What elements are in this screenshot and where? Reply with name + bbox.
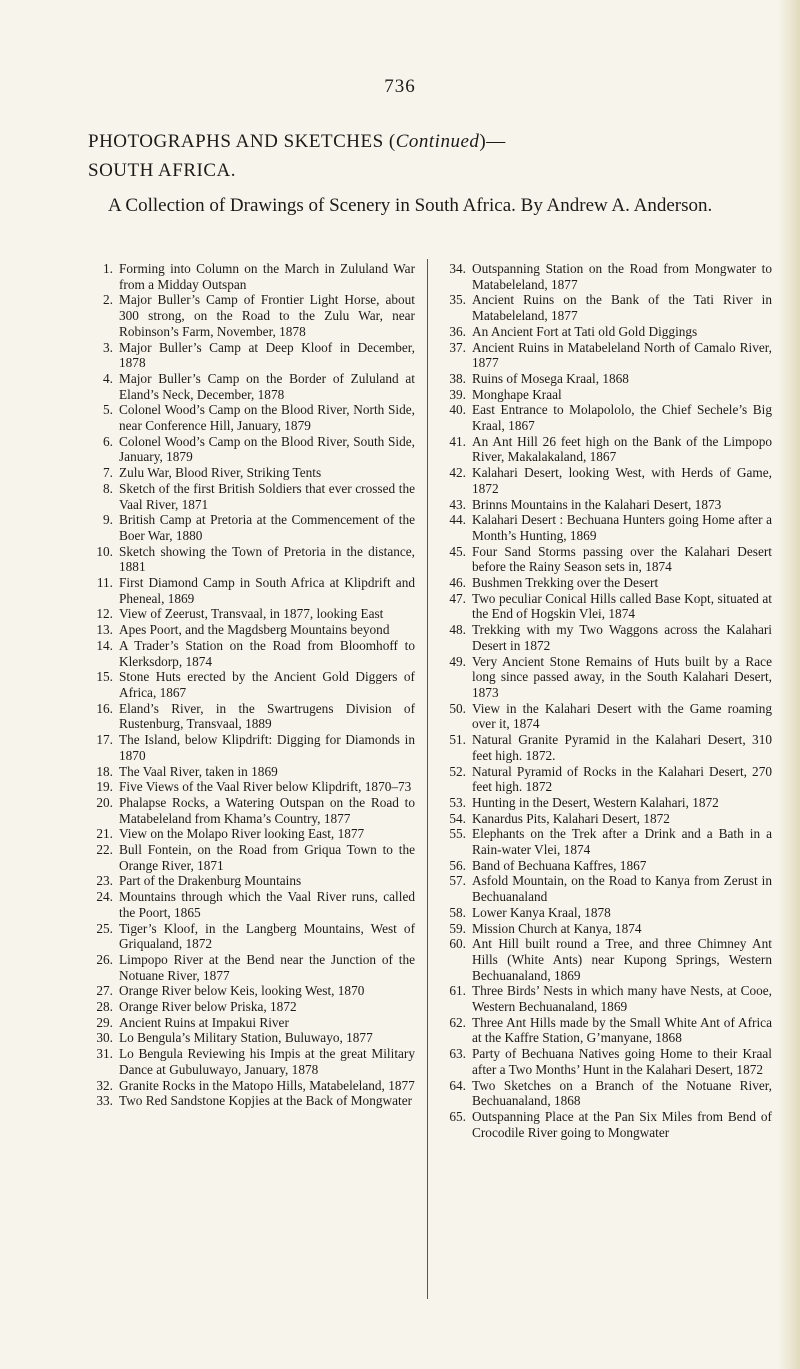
catalog-entry — [440, 622, 772, 653]
entry-text: Two Red Sandstone Kopjies at the Back of Mongwater — [119, 1093, 413, 1109]
entry-number: 2. — [103, 292, 113, 308]
entry-text: The Vaal River, taken in 1869 — [119, 763, 278, 779]
entry-text: Lo Bengula Reviewing his Impis at the great Military Dance at Gubuluwayo, January, 1878 — [119, 1046, 415, 1077]
catalog-entry — [87, 669, 415, 700]
entry-number: 13. — [96, 622, 113, 638]
catalog-entry — [87, 606, 415, 622]
entry-number: 47. — [449, 590, 466, 606]
catalog-entry — [87, 842, 415, 873]
catalog-entry — [87, 795, 415, 826]
entry-text: Two peculiar Conical Hills called Base Kopt, situated at the End of Hogskin Vlei, 1874 — [472, 590, 772, 622]
entry-text: Elephants on the Trek after a Drink and a Bath in a Rain-water Vlei, 1874 — [472, 826, 772, 858]
entry-number: 30. — [96, 1030, 113, 1046]
catalog-entry — [440, 811, 772, 827]
catalog-entry — [87, 1046, 415, 1077]
entry-text: Natural Granite Pyramid in the Kalahari Desert, 310 feet high. 1872. — [472, 732, 772, 763]
page-number: 736 — [384, 76, 416, 97]
entry-text: Phalapse Rocks, a Watering Outspan on the Road to Matabeleland from Khama’s Country, 1877 — [119, 794, 415, 826]
catalog-entry — [87, 889, 415, 920]
entry-text: Apes Poort, and the Magdsberg Mountains beyond — [119, 622, 390, 638]
entry-text: Natural Pyramid of Rocks in the Kalahari Desert, 270 feet high. 1872 — [472, 763, 772, 795]
right-column-list — [440, 261, 772, 1140]
entry-number: 46. — [449, 575, 466, 591]
entry-number: 63. — [449, 1046, 466, 1062]
catalog-entry — [440, 512, 772, 543]
catalog-entry — [440, 764, 772, 795]
entry-text: Ant Hill built round a Tree, and three Chimney Ant Hills (White Ants) near Kupong Springs, Western Bechuanaland, 1869 — [472, 936, 772, 983]
catalog-entry — [440, 292, 772, 323]
page-edge-shadow — [778, 0, 800, 1369]
entry-text: Ancient Ruins at Impakui River — [119, 1014, 289, 1030]
entry-text: Band of Bechuana Kaffres, 1867 — [472, 857, 647, 873]
entry-number: 33. — [96, 1093, 113, 1109]
entry-number: 23. — [96, 873, 113, 889]
entry-text: A Trader’s Station on the Road from Bloomhoff to Klerksdorp, 1874 — [119, 637, 415, 669]
catalog-entry — [87, 575, 415, 606]
entry-number: 32. — [96, 1077, 113, 1093]
catalog-entry — [440, 905, 772, 921]
entry-text: Lower Kanya Kraal, 1878 — [472, 904, 611, 920]
catalog-entry — [87, 1015, 415, 1031]
entry-number: 4. — [103, 370, 113, 386]
entry-number: 61. — [449, 983, 466, 999]
catalog-entry — [440, 434, 772, 465]
entry-text: Outspanning Station on the Road from Mongwater to Matabeleland, 1877 — [472, 261, 772, 292]
entry-number: 48. — [449, 622, 466, 638]
entry-text: Major Buller’s Camp at Deep Kloof in December, 1878 — [119, 339, 415, 371]
entry-number: 51. — [449, 732, 466, 748]
continued-label: Continued — [395, 131, 480, 152]
entry-number: 24. — [96, 889, 113, 905]
entry-number: 35. — [449, 292, 466, 308]
entry-text: Ruins of Mosega Kraal, 1868 — [472, 370, 629, 386]
entry-text: Brinns Mountains in the Kalahari Desert, 1873 — [472, 496, 722, 512]
entry-number: 26. — [96, 951, 113, 967]
section-title-continued: (Continued) — [388, 131, 487, 152]
catalog-entry — [87, 622, 415, 638]
catalog-entry — [87, 873, 415, 889]
entry-number: 39. — [449, 386, 466, 402]
entry-text: Stone Huts erected by the Ancient Gold Diggers of Africa, 1867 — [119, 669, 415, 700]
entry-text: An Ancient Fort at Tati old Gold Diggings — [472, 323, 698, 339]
catalog-entry — [440, 921, 772, 937]
catalog-entry — [440, 1109, 772, 1140]
entry-text: Forming into Column on the March in Zululand War from a Midday Outspan — [119, 261, 415, 292]
entry-number: 31. — [96, 1046, 113, 1062]
catalog-entry — [87, 952, 415, 983]
entry-number: 44. — [449, 512, 466, 528]
section-title — [88, 131, 506, 153]
catalog-entry — [440, 1078, 772, 1109]
entry-number: 20. — [96, 794, 113, 810]
catalog-entry — [440, 324, 772, 340]
entry-number: 11. — [96, 575, 113, 591]
catalog-entry — [87, 779, 415, 795]
catalog-entry — [440, 465, 772, 496]
entry-number: 3. — [103, 339, 113, 355]
catalog-entry — [440, 261, 772, 292]
entry-number: 37. — [449, 339, 466, 355]
entry-text: View of Zeerust, Transvaal, in 1877, looking East — [119, 606, 384, 622]
catalog-entry — [87, 340, 415, 371]
catalog-entry — [87, 732, 415, 763]
section-subtitle: SOUTH AFRICA. — [88, 160, 236, 181]
entry-text: Four Sand Storms passing over the Kalahari Desert before the Rainy Season sets in, 1874 — [472, 543, 772, 575]
catalog-entry — [87, 481, 415, 512]
entry-number: 40. — [449, 402, 466, 418]
section-title-text: PHOTOGRAPHS AND SKETCHES — [88, 131, 384, 152]
entry-number: 27. — [96, 983, 113, 999]
entry-number: 58. — [449, 904, 466, 920]
entry-text: Party of Bechuana Natives going Home to their Kraal after a Two Months’ Hunt in the Kalahari Desert, 1872 — [472, 1046, 772, 1077]
entry-number: 43. — [449, 496, 466, 512]
entry-text: Part of the Drakenburg Mountains — [119, 873, 302, 889]
entry-number: 54. — [449, 810, 466, 826]
entry-number: 49. — [449, 653, 466, 669]
catalog-entry — [87, 999, 415, 1015]
entry-number: 42. — [449, 465, 466, 481]
catalog-entry — [440, 1046, 772, 1077]
catalog-entry — [440, 983, 772, 1014]
entry-number: 14. — [96, 637, 113, 653]
entry-number: 45. — [449, 543, 466, 559]
entry-text: Three Ant Hills made by the Small White Ant of Africa at the Kaffre Station, G’manyane, 1868 — [472, 1014, 772, 1046]
entry-text: Zulu War, Blood River, Striking Tents — [119, 465, 322, 481]
entry-number: 12. — [96, 606, 113, 622]
entry-text: Mountains through which the Vaal River runs, called the Poort, 1865 — [119, 889, 415, 920]
entry-number: 64. — [449, 1077, 466, 1093]
entry-number: 6. — [103, 433, 113, 449]
catalog-entry — [87, 261, 415, 292]
catalog-entry — [87, 921, 415, 952]
catalog-entry — [440, 402, 772, 433]
catalog-entry — [87, 512, 415, 543]
catalog-entry — [87, 402, 415, 433]
entry-number: 62. — [449, 1014, 466, 1030]
catalog-entry — [440, 1015, 772, 1046]
entry-number: 22. — [96, 842, 113, 858]
entry-text: Sketch showing the Town of Pretoria in the distance, 1881 — [119, 543, 415, 575]
left-column-list — [87, 261, 415, 1109]
entry-number: 53. — [449, 794, 466, 810]
catalog-entry — [440, 654, 772, 701]
section-title-dash: — — [486, 131, 506, 152]
catalog-entry — [87, 465, 415, 481]
entry-number: 25. — [96, 920, 113, 936]
entry-text: First Diamond Camp in South Africa at Klipdrift and Pheneal, 1869 — [119, 575, 415, 606]
entry-number: 65. — [449, 1108, 466, 1124]
entry-text: Colonel Wood’s Camp on the Blood River, North Side, near Conference Hill, January, 1879 — [119, 402, 415, 434]
entry-text: Kalahari Desert, looking West, with Herds of Game, 1872 — [472, 465, 772, 496]
catalog-entry — [87, 983, 415, 999]
entry-text: The Island, below Klipdrift: Digging for Diamonds in 1870 — [119, 732, 415, 763]
entry-number: 57. — [449, 873, 466, 889]
catalog-entry — [440, 701, 772, 732]
entry-text: Bull Fontein, on the Road from Griqua Town to the Orange River, 1871 — [119, 842, 415, 873]
entry-text: Outspanning Place at the Pan Six Miles from Bend of Crocodile River going to Mongwater — [472, 1108, 772, 1140]
entry-text: Sketch of the first British Soldiers that ever crossed the Vaal River, 1871 — [119, 480, 415, 512]
catalog-entry — [87, 434, 415, 465]
entry-number: 1. — [103, 261, 113, 276]
entry-text: Ancient Ruins on the Bank of the Tati River in Matabeleland, 1877 — [472, 292, 772, 324]
catalog-entry — [87, 1030, 415, 1046]
entry-text: Very Ancient Stone Remains of Huts built by a Race long since passed away, in the South Kalahari Desert, 1873 — [472, 653, 772, 700]
entry-text: Eland’s River, in the Swartrugens Division of Rustenburg, Transvaal, 1889 — [119, 700, 415, 732]
entry-number: 59. — [449, 920, 466, 936]
entry-number: 21. — [96, 826, 113, 842]
catalog-entry — [440, 387, 772, 403]
entry-text: Orange River below Keis, looking West, 1870 — [119, 983, 365, 999]
entry-number: 60. — [449, 936, 466, 952]
entry-number: 28. — [96, 999, 113, 1015]
entry-number: 56. — [449, 857, 466, 873]
entry-number: 34. — [449, 261, 466, 276]
catalog-entry — [440, 732, 772, 763]
entry-number: 9. — [103, 512, 113, 528]
catalog-entry — [87, 826, 415, 842]
entry-number: 15. — [96, 669, 113, 685]
catalog-entry — [440, 858, 772, 874]
catalog-entry — [440, 591, 772, 622]
entry-text: Kalahari Desert : Bechuana Hunters going Home after a Month’s Hunting, 1869 — [472, 512, 772, 543]
catalog-entry — [87, 764, 415, 780]
entry-text: View on the Molapo River looking East, 1877 — [119, 826, 365, 842]
entry-text: Three Birds’ Nests in which many have Nests, at Cooe, Western Bechuanaland, 1869 — [472, 983, 772, 1015]
entry-text: Bushmen Trekking over the Desert — [472, 575, 659, 591]
catalog-entry — [87, 544, 415, 575]
catalog-entry — [87, 638, 415, 669]
catalog-entry — [440, 826, 772, 857]
entry-text: Hunting in the Desert, Western Kalahari, 1872 — [472, 794, 719, 810]
entry-number: 10. — [96, 543, 113, 559]
catalog-entry — [87, 1093, 415, 1109]
entry-text: Mission Church at Kanya, 1874 — [472, 920, 642, 936]
entry-text: Asfold Mountain, on the Road to Kanya from Zerust in Bechuanaland — [472, 873, 772, 905]
entry-number: 8. — [103, 480, 113, 496]
catalog-entry — [440, 371, 772, 387]
entry-text: Ancient Ruins in Matabeleland North of Camalo River, 1877 — [472, 339, 772, 371]
entry-text: Tiger’s Kloof, in the Langberg Mountains, West of Griqualand, 1872 — [119, 920, 415, 952]
entry-number: 7. — [103, 465, 113, 481]
entry-number: 55. — [449, 826, 466, 842]
entry-text: Monghape Kraal — [472, 386, 562, 402]
entry-number: 41. — [449, 433, 466, 449]
catalog-entry — [440, 575, 772, 591]
entry-number: 19. — [96, 779, 113, 795]
entry-number: 17. — [96, 732, 113, 748]
column-divider — [427, 259, 428, 1299]
entry-number: 5. — [103, 402, 113, 418]
catalog-entry — [440, 340, 772, 371]
entry-text: Limpopo River at the Bend near the Junction of the Notuane River, 1877 — [119, 951, 415, 983]
catalog-entry — [440, 795, 772, 811]
entry-text: An Ant Hill 26 feet high on the Bank of the Limpopo River, Makalakaland, 1867 — [472, 433, 772, 465]
entry-text: Kanardus Pits, Kalahari Desert, 1872 — [472, 810, 670, 826]
entry-text: Major Buller’s Camp on the Border of Zululand at Eland’s Neck, December, 1878 — [119, 370, 415, 402]
entry-text: Colonel Wood’s Camp on the Blood River, South Side, January, 1879 — [119, 433, 415, 465]
entry-text: Major Buller’s Camp of Frontier Light Horse, about 300 strong, on the Road to the Zulu War, near Robinson’s Farm, November, 1878 — [119, 292, 415, 339]
entry-text: View in the Kalahari Desert with the Game roaming over it, 1874 — [472, 700, 772, 732]
entry-number: 52. — [449, 763, 466, 779]
catalog-entry — [440, 544, 772, 575]
entry-number: 18. — [96, 763, 113, 779]
entry-number: 29. — [96, 1014, 113, 1030]
catalog-entry — [87, 1078, 415, 1094]
collection-title: A Collection of Drawings of Scenery in South Africa. By Andrew A. Anderson. — [108, 195, 713, 216]
entry-number: 50. — [449, 700, 466, 716]
catalog-entry — [87, 701, 415, 732]
entry-text: Five Views of the Vaal River below Klipdrift, 1870–73 — [119, 779, 412, 795]
catalog-entry — [440, 873, 772, 904]
entry-text: East Entrance to Molapololo, the Chief Sechele’s Big Kraal, 1867 — [472, 402, 772, 434]
entry-text: British Camp at Pretoria at the Commencement of the Boer War, 1880 — [119, 512, 415, 543]
catalog-entry — [440, 497, 772, 513]
catalog-entry — [87, 371, 415, 402]
entry-text: Trekking with my Two Waggons across the Kalahari Desert in 1872 — [472, 622, 772, 653]
entry-number: 36. — [449, 323, 466, 339]
entry-number: 16. — [96, 700, 113, 716]
entry-text: Lo Bengula’s Military Station, Buluwayo, 1877 — [119, 1030, 373, 1046]
catalog-entry — [440, 936, 772, 983]
entry-text: Two Sketches on a Branch of the Notuane River, Bechuanaland, 1868 — [472, 1077, 772, 1109]
catalog-entry — [87, 292, 415, 339]
entry-text: Orange River below Priska, 1872 — [119, 999, 297, 1015]
entry-number: 38. — [449, 370, 466, 386]
entry-text: Granite Rocks in the Matopo Hills, Matabeleland, 1877 — [119, 1077, 415, 1093]
